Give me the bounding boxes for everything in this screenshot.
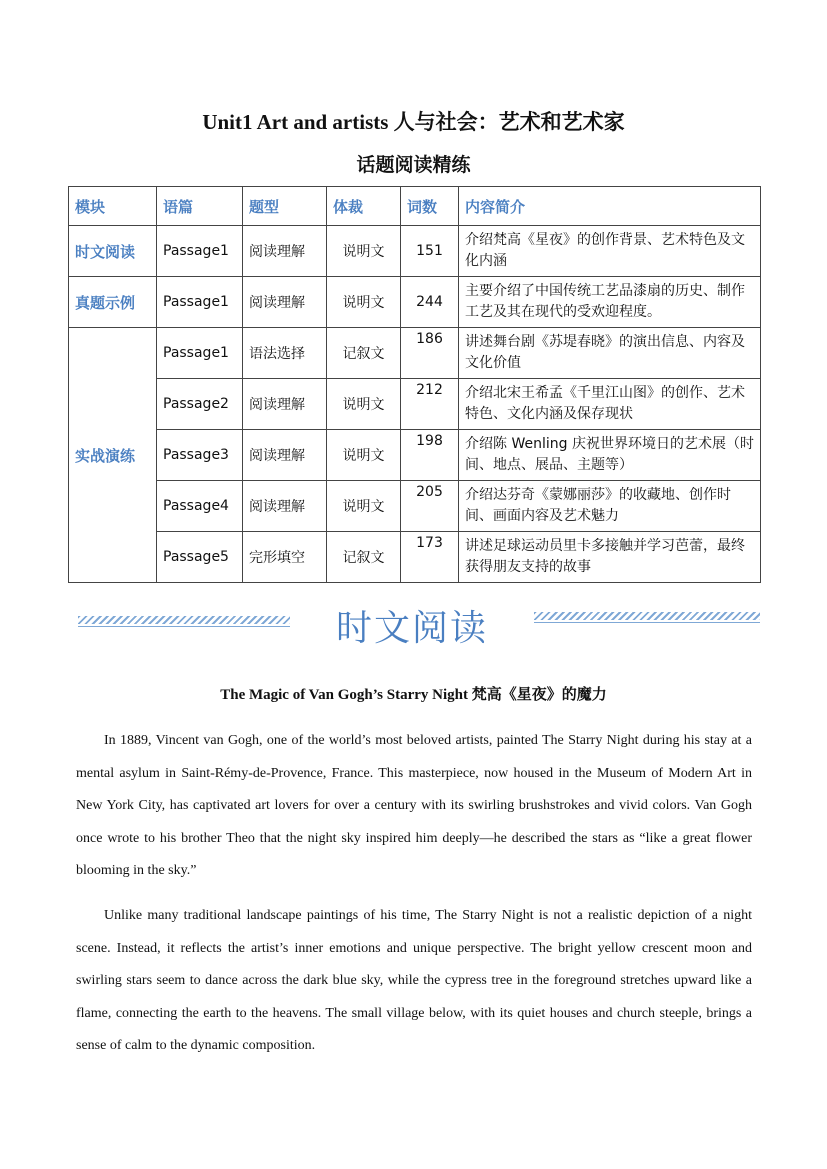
desc-cell: 讲述舞台剧《苏堤春晓》的演出信息、内容及文化价值: [459, 328, 761, 379]
article-title: The Magic of Van Gogh’s Starry Night 梵高《星夜》的魔力: [220, 687, 607, 703]
banner-stripes-left: [78, 616, 290, 624]
genre-cell: 记叙文: [327, 328, 401, 379]
header-type: 题型: [243, 187, 327, 226]
desc-cell: 介绍梵高《星夜》的创作背景、艺术特色及文化内涵: [459, 226, 761, 277]
passage-cell: Passage1: [157, 226, 243, 277]
genre-cell: 说明文: [327, 277, 401, 328]
passage-cell: Passage2: [157, 379, 243, 430]
words-cell: 244: [401, 277, 459, 328]
header-genre: 体裁: [327, 187, 401, 226]
desc-cell: 主要介绍了中国传统工艺品漆扇的历史、制作工艺及其在现代的受欢迎程度。: [459, 277, 761, 328]
passage-cell: Passage3: [157, 430, 243, 481]
type-cell: 阅读理解: [243, 430, 327, 481]
header-passage: 语篇: [157, 187, 243, 226]
type-cell: 阅读理解: [243, 277, 327, 328]
passage-cell: Passage5: [157, 532, 243, 583]
words-cell: 212: [401, 379, 459, 430]
passage-cell: Passage1: [157, 277, 243, 328]
type-cell: 阅读理解: [243, 481, 327, 532]
words-cell: 173: [401, 532, 459, 583]
table-row: [69, 277, 761, 328]
banner-line-right: [534, 622, 760, 623]
type-cell: 阅读理解: [243, 226, 327, 277]
header-words: 词数: [401, 187, 459, 226]
banner-stripes-right: [534, 612, 760, 620]
module-cell: 实战演练: [69, 328, 157, 583]
desc-cell: 介绍陈 Wenling 庆祝世界环境日的艺术展（时间、地点、展品、主题等）: [459, 430, 761, 481]
words-cell: 205: [401, 481, 459, 532]
table-row: [69, 481, 761, 532]
genre-cell: 说明文: [327, 430, 401, 481]
section-banner: [0, 600, 827, 660]
words-cell: 186: [401, 328, 459, 379]
table-row: [69, 226, 761, 277]
article-paragraph-1: In 1889, Vincent van Gogh, one of the world’s most beloved artists, painted The Starry Night during his stay at a mental asylum in Saint-Rémy-de-Provence, France. This masterpiece, now housed in the Museum of Modern Art in New York City, has captivated art lovers for over a century with its swirling brushstrokes and vivid colors. Van Gogh once wrote to his brother Theo that the night sky inspired him deeply—he described the stars as “like a great flower blooming in the sky.”: [76, 733, 752, 879]
type-cell: 完形填空: [243, 532, 327, 583]
table-header-row: [69, 187, 761, 226]
words-cell: 151: [401, 226, 459, 277]
desc-cell: 介绍达芬奇《蒙娜丽莎》的收藏地、创作时间、画面内容及艺术魅力: [459, 481, 761, 532]
desc-cell: 讲述足球运动员里卡多接触并学习芭蕾，最终获得朋友支持的故事: [459, 532, 761, 583]
module-cell: 时文阅读: [69, 226, 157, 277]
genre-cell: 记叙文: [327, 532, 401, 583]
header-desc: 内容简介: [459, 187, 761, 226]
genre-cell: 说明文: [327, 481, 401, 532]
table-row: [69, 430, 761, 481]
passage-cell: Passage4: [157, 481, 243, 532]
table-row: [69, 379, 761, 430]
article-paragraph-2: Unlike many traditional landscape paintings of his time, The Starry Night is not a realistic depiction of a night scene. Instead, it reflects the artist’s inner emotions and unique perspective. The bright yellow crescent moon and swirling stars seem to dance across the dark blue sky, while the cypress tree in the foreground stretches upward like a flame, connecting the earth to the heavens. The small village below, with its quiet houses and church steeple, brings a sense of calm to the dynamic composition.: [76, 908, 752, 1054]
banner-label: 时文阅读: [335, 608, 488, 649]
module-cell: 真题示例: [69, 277, 157, 328]
type-cell: 语法选择: [243, 328, 327, 379]
header-module: 模块: [69, 187, 157, 226]
type-cell: 阅读理解: [243, 379, 327, 430]
page-title: Unit1 Art and artists 人与社会：艺术和艺术家: [202, 110, 625, 134]
genre-cell: 说明文: [327, 379, 401, 430]
words-cell: 198: [401, 430, 459, 481]
banner-line-left: [78, 626, 290, 627]
table-row: [69, 532, 761, 583]
topic-table: [68, 186, 761, 583]
passage-cell: Passage1: [157, 328, 243, 379]
genre-cell: 说明文: [327, 226, 401, 277]
desc-cell: 介绍北宋王希孟《千里江山图》的创作、艺术特色、文化内涵及保存现状: [459, 379, 761, 430]
page-subtitle: 话题阅读精练: [356, 154, 471, 176]
table-row: [69, 328, 761, 379]
